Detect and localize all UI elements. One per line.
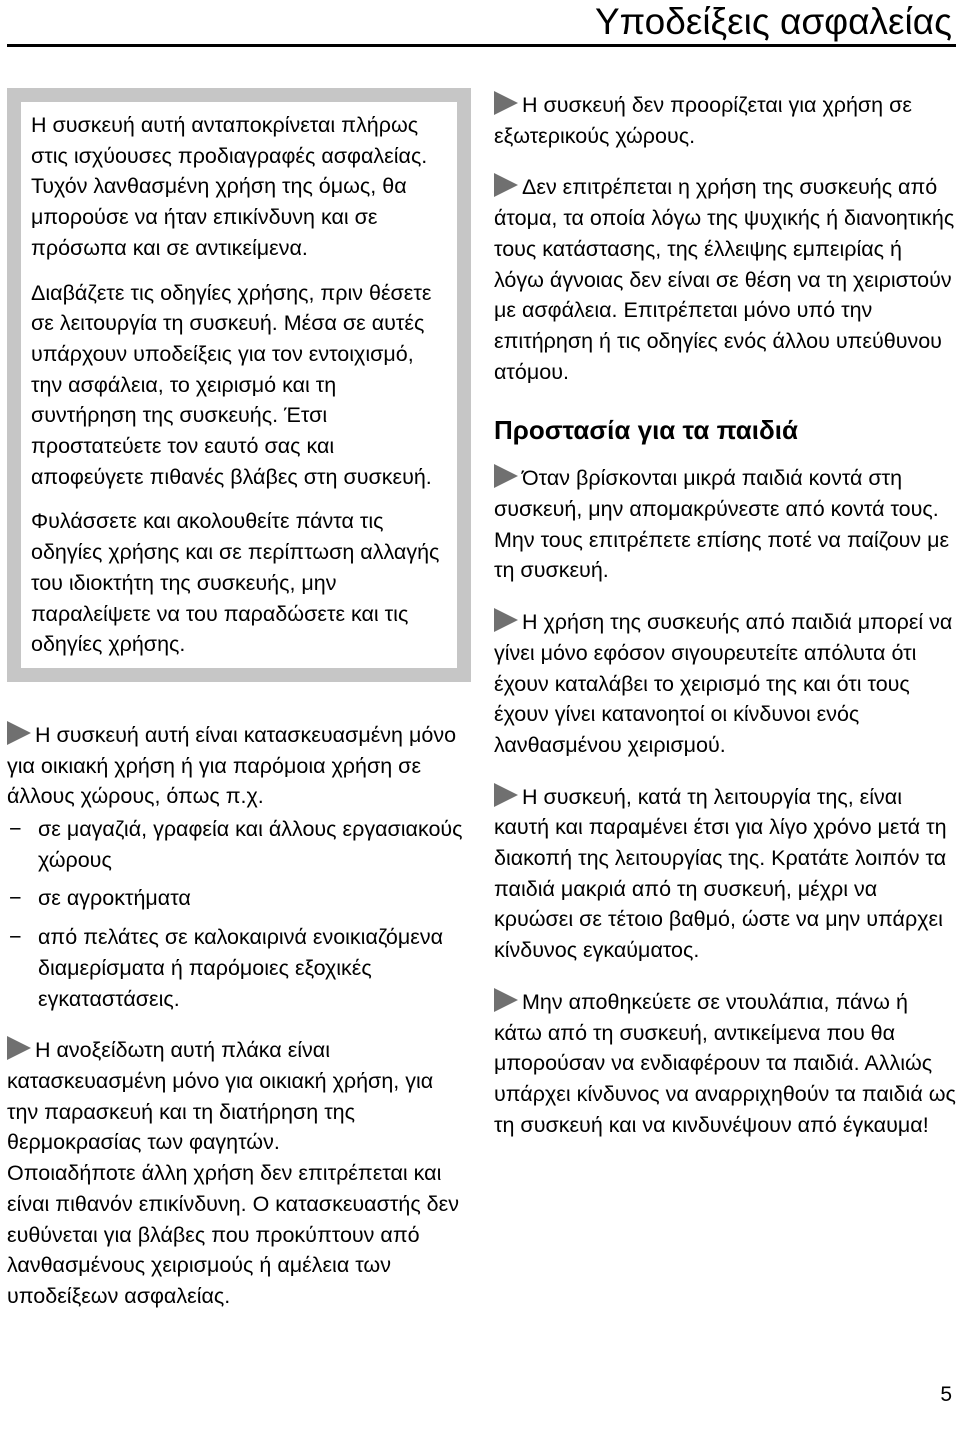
bullet-arrow-icon: [494, 464, 518, 488]
child-safety-item: Η συσκευή, κατά τη λειτουργία της, είναι καυτή και παραμένει έτσι για λίγο χρόνο μετά τη διακοπή της λειτουργίας της. Κρατάτε λοιπόν τα παιδιά μακριά από τη συσκευή, μέχρι να κρυώσει σε τέτοιο βαθμό, ώστε να μην υπάρχει κίνδυνος εγκαύματος.: [494, 784, 947, 963]
bullet-arrow-icon: [494, 988, 518, 1012]
section-heading-child-protection: Προστασία για τα παιδιά: [494, 415, 798, 446]
child-safety-item: Μην αποθηκεύετε σε ντουλάπια, πάνω ή κάτω από τη συσκευή, αντικείμενα που θα μπορούσαν να ενδιαφέρουν τα παιδιά. Αλλιώς υπάρχει κίνδυνος να αναρριχηθούν τα παιδιά ως τη συσκευή και να κινδυνέψουν από έγκαυμα!: [494, 989, 956, 1137]
hotplate-use-item: [7, 1035, 467, 1311]
dash-bullet: −: [9, 886, 22, 911]
title-divider: [7, 44, 956, 47]
child-safety-item: Όταν βρίσκονται μικρά παιδιά κοντά στη συσκευή, μην απομακρύνεστε από κοντά τους. Μην τους επιτρέπετε επίσης ποτέ να παίζουν με τη συσκευή.: [494, 466, 950, 583]
household-use-item: [7, 720, 467, 1014]
bullet-arrow-icon: [7, 1036, 31, 1060]
outdoor-use-text: Η συσκευή δεν προορίζεται για χρήση σε εξωτερικούς χώρους.: [494, 93, 912, 148]
child-safety-item: Η χρήση της συσκευής από παιδιά μπορεί να γίνει μόνο εφόσον σιγουρευτείτε απόλυτα ότι έχουν καταλάβει το χειρισμό της και ότι τους έχουν γίνει κατανοητοί οι κίνδυνοι ενός λανθασμένου χειρισμού.: [494, 610, 953, 757]
list-item: − σε αγροκτήματα: [7, 883, 467, 914]
list-item: − σε μαγαζιά, γραφεία και άλλους εργασιακούς χώρους: [7, 814, 467, 875]
bullet-arrow-icon: [494, 783, 518, 807]
hotplate-liability-text: Οποιαδήποτε άλλη χρήση δεν επιτρέπεται και είναι πιθανόν επικίνδυνη. Ο κατασκευαστής δεν ευθύνεται για βλάβες που προκύπτουν από λανθασμένους χειρισμούς ή αμέλεια των υποδείξεων ασφαλείας.: [7, 1161, 459, 1308]
bullet-arrow-icon: [494, 608, 518, 632]
usage-locations-list: [7, 814, 467, 1014]
household-use-text: Η συσκευή αυτή είναι κατασκευασμένη μόνο για οικιακή χρήση ή για παρόμοια χρήση σε άλλους χώρους, όπως π.χ.: [7, 722, 457, 809]
page-number: 5: [940, 1383, 952, 1406]
safety-notice-box: [7, 88, 471, 682]
left-column: [7, 88, 467, 1333]
restricted-persons-item: [494, 172, 956, 387]
notice-paragraph: Η συσκευή αυτή ανταποκρίνεται πλήρως στις ισχύουσες προδιαγραφές ασφαλείας. Τυχόν λανθασμένη χρήση της όμως, θα μπορούσε να ήταν επικίνδυνη και σε πρόσωπα και σε αντικείμενα.: [31, 113, 428, 260]
bullet-arrow-icon: [7, 721, 31, 745]
outdoor-use-item: [494, 90, 956, 151]
list-item: − από πελάτες σε καλοκαιρινά ενοικιαζόμενα διαμερίσματα ή παρόμοιες εξοχικές εγκαταστάσεις.: [7, 922, 467, 1014]
notice-paragraph: Διαβάζετε τις οδηγίες χρήσης, πριν θέσετε σε λειτουργία τη συσκευή. Μέσα σε αυτές υπάρχουν υποδείξεις για τον εντοιχισμό, την ασφάλεια, το χειρισμό και τη συντήρηση της συσκευής. Έτσι προστατεύετε τον εαυτό σας και αποφεύγετε πιθανές βλάβες στη συσκευή.: [31, 280, 432, 489]
bullet-arrow-icon: [494, 173, 518, 197]
dash-bullet: −: [9, 925, 22, 950]
dash-bullet: −: [9, 817, 22, 842]
hotplate-use-text: Η ανοξείδωτη αυτή πλάκα είναι κατασκευασμένη μόνο για οικιακή χρήση, για την παρασκευή και τη διατήρηση της θερμοκρασίας των φαγητών.: [7, 1038, 434, 1155]
restricted-persons-text: Δεν επιτρέπεται η χρήση της συσκευής από άτομα, τα οποία λόγω της ψυχικής ή διανοητικής τους κατάστασης, της έλλειψης εμπειρίας ή λόγω άγνοιας δεν είναι σε θέση να τη χειριστούν με ασφάλεια. Επιτρέπεται μόνο υπό την επιτήρηση ή τις οδηγίες ενός άλλου υπεύθυνου ατόμου.: [494, 175, 955, 384]
notice-paragraph: Φυλάσσετε και ακολουθείτε πάντα τις οδηγίες χρήσης και σε περίπτωση αλλαγής του ιδιοκτήτη της συσκευής, μην παραλείψετε να του παραδώσετε και τις οδηγίες χρήσης.: [31, 509, 440, 657]
bullet-arrow-icon: [494, 91, 518, 115]
page-title: Υποδείξεις ασφαλείας: [594, 1, 952, 42]
right-column: [494, 90, 956, 1161]
